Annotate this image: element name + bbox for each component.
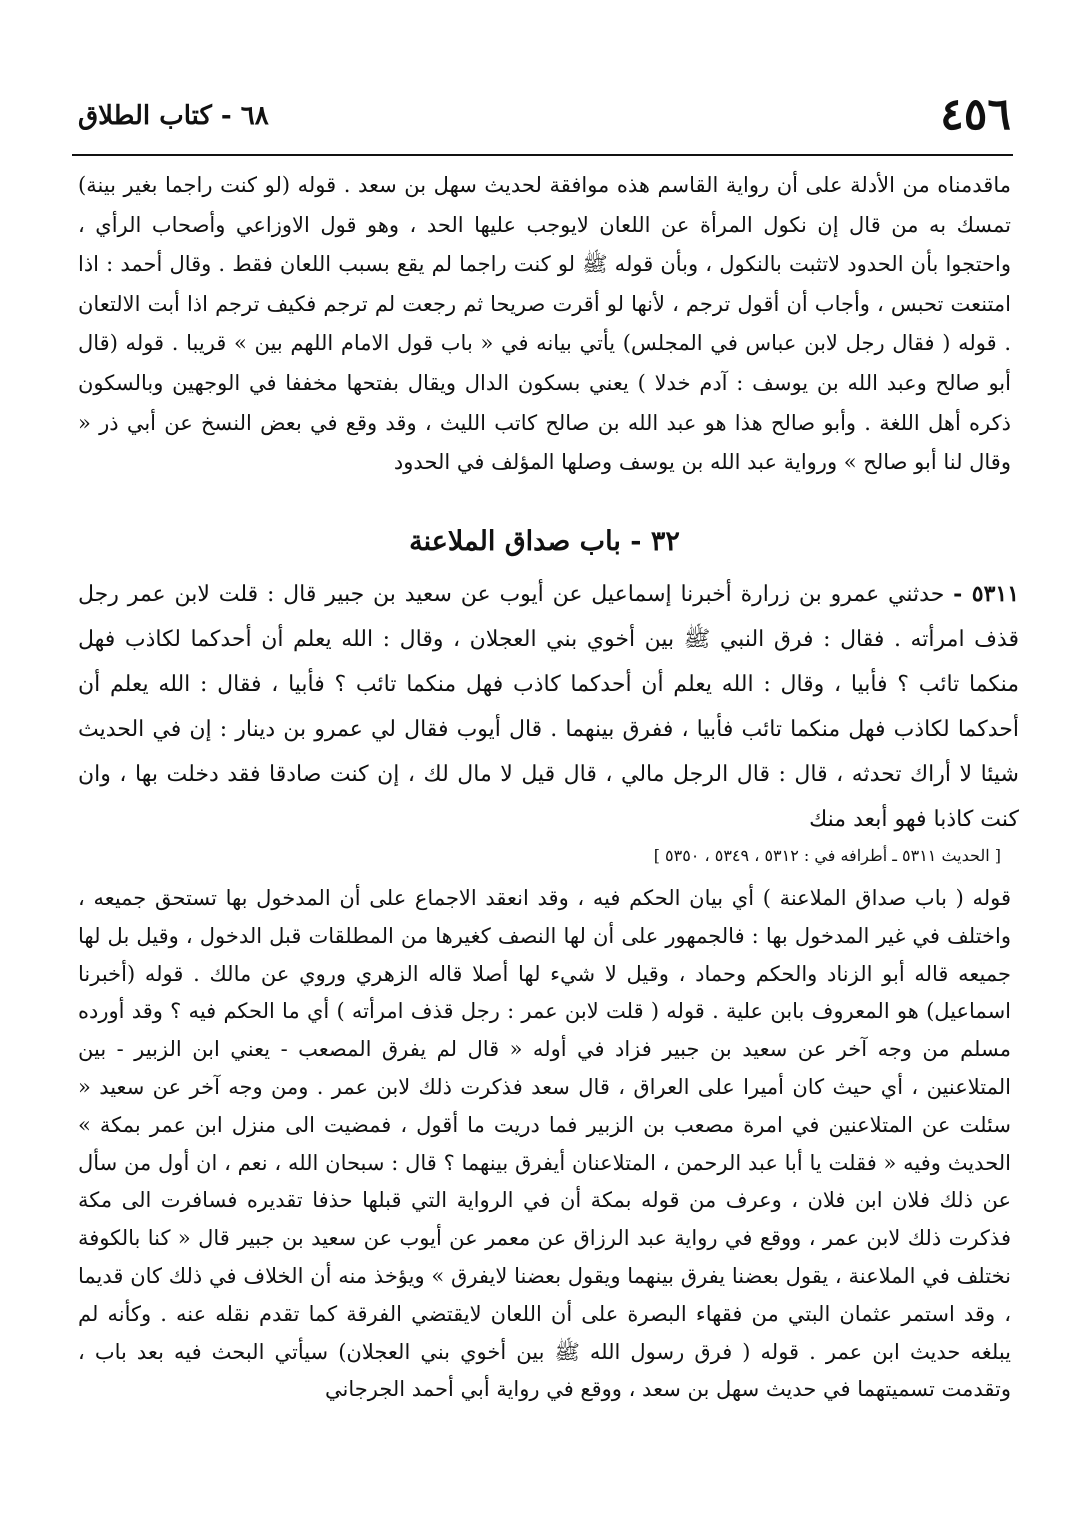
running-title: ٦٨ - كتاب الطلاق: [78, 101, 269, 131]
page-number: ٤٥٦: [940, 89, 1011, 140]
hadith-cross-reference: [ الحديث ٥٣١١ ـ أطرافه في : ٥٣١٢ ، ٥٣٤٩ ، ٥٣٥٠ ]: [653, 846, 1001, 865]
hadith-number: ٥٣١١ -: [953, 581, 1020, 607]
chapter-heading: ٣٢ - باب صداق الملاعنة: [409, 526, 680, 557]
commentary-paragraph-1: ماقدمناه من الأدلة على أن رواية القاسم هذه موافقة لحديث سهل بن سعد . قوله (لو كنت راجما بغير بينة) تمسك به من قال إن نكول المرأة عن اللعان لايوجب عليها الحد ، وهو قول الاوزاعي وأصحاب الرأي ، واحتجوا بأن الحدود لاتثبت بالنكول ، وبأن قوله ﷺ لو كنت راجما لم يقع بسبب اللعان فقط . وقال أحمد : اذا امتنعت تحبس ، وأجاب أن أقول ترجم ، لأنها لو أقرت صريحا ثم رجعت لم ترجم فكيف ترجم اذا أبت الالتعان . قوله ( فقال رجل لابن عباس في المجلس) يأتي بيانه في « باب قول الامام اللهم بين » قريبا . قوله (قال أبو صالح وعبد الله بن يوسف : آدم خدلا ) يعني بسكون الدال ويقال بفتحها مخففا في الوجهين وبالسكون ذكره أهل اللغة . وأبو صالح هذا هو عبد الله بن صالح كاتب الليث ، وقد وقع في بعض النسخ عن أبي ذر « وقال لنا أبو صالح » ورواية عبد الله بن يوسف وصلها المؤلف في الحدود: [78, 173, 1011, 475]
commentary-paragraph-2: قوله ( باب صداق الملاعنة ) أي بيان الحكم فيه ، وقد انعقد الاجماع على أن المدخول بها تستحق جميعه ، واختلف في غير المدخول بها : فالجمهور على أن لها النصف كغيرها من المطلقات قبل الدخول ، وقيل بل لها جميعه قاله أبو الزناد والحكم وحماد ، وقيل لا شيء لها أصلا قاله الزهري وروي عن مالك . قوله (أخبرنا اسماعيل) هو المعروف بابن علية . قوله ( قلت لابن عمر : رجل قذف امرأته ) أي ما الحكم فيه ؟ وقد أورده مسلم من وجه آخر عن سعيد بن جبير فزاد في أوله « قال لم يفرق المصعب - يعني ابن الزبير - بين المتلاعنين ، أي حيث كان أميرا على العراق ، قال سعد فذكرت ذلك لابن عمر . ومن وجه آخر عن سعيد « سئلت عن المتلاعنين في امرة مصعب بن الزبير فما دريت ما أقول ، فمضيت الى منزل ابن عمر بمكة » الحديث وفيه « فقلت يا أبا عبد الرحمن ، المتلاعنان أيفرق بينهما ؟ قال : سبحان الله ، نعم ، ان أول من سأل عن ذلك فلان ابن فلان ، وعرف من قوله بمكة أن في الرواية التي قبلها حذفا تقديره فسافرت الى مكة فذكرت ذلك لابن عمر ، ووقع في رواية عبد الرزاق عن معمر عن أيوب عن سعيد بن جبير قال « كنا بالكوفة نختلف في الملاعنة ، يقول بعضنا يفرق بينهما ويقول بعضنا لايفرق » ويؤخذ منه أن الخلاف في ذلك كان قديما ، وقد استمر عثمان البتي من فقهاء البصرة على أن اللعان لايقتضي الفرقة كما تقدم نقله عنه . وكأنه لم يبلغه حديث ابن عمر . قوله ( فرق رسول الله ﷺ بين أخوي بني العجلان) سيأتي البحث فيه بعد باب ، وتقدمت تسميتهما في حديث سهل بن سعد ، ووقع في رواية أبي أحمد الجرجاني: [78, 886, 1011, 1402]
header-divider: [72, 154, 1013, 156]
hadith-text: [78, 572, 1019, 844]
hadith-body: حدثني عمرو بن زرارة أخبرنا إسماعيل عن أيوب عن سعيد بن جبير قال : قلت لابن عمر رجل قذف امرأته . فقال : فرق النبي ﷺ بين أخوي بني العجلان ، وقال : الله يعلم أن أحدكما لكاذب فهل منكما تائب ؟ فأبيا ، وقال : الله يعلم أن أحدكما كاذب فهل منكما تائب ؟ فأبيا ، فقال : الله يعلم أن أحدكما لكاذب فهل منكما تائب فأبيا ، ففرق بينهما . قال أيوب فقال لي عمرو بن دينار : إن في الحديث شيئا لا أراك تحدثه ، قال : قال الرجل مالي ، قال قيل لا مال لك ، إن كنت صادقا فقد دخلت بها ، وان كنت كاذبا فهو أبعد منك: [78, 582, 1019, 832]
page-header: [70, 82, 1011, 152]
